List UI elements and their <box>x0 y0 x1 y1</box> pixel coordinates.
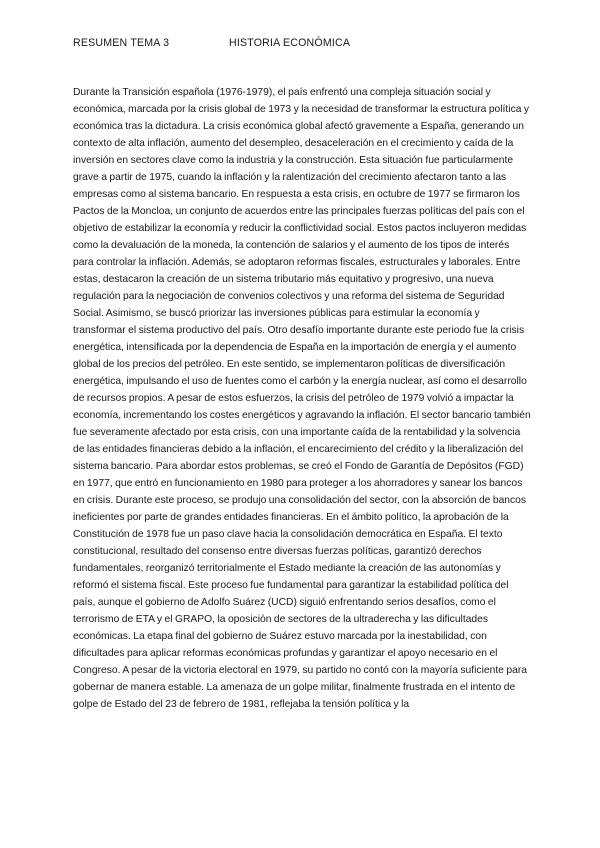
header-course-title: RESUMEN TEMA 3 <box>73 37 170 49</box>
page-header <box>73 37 533 53</box>
header-subject-title: HISTORIA ECONÓMICA <box>229 37 351 49</box>
body-paragraph: Durante la Transición española (1976-1979), el país enfrentó una compleja situación social y económica, marcada por la crisis global de 1973 y la necesidad de transformar la estructura política y económica tras la dictadura. La crisis económica global afectó gravemente a España, generando un contexto de alta inflación, aumento del desempleo, desaceleración en el crecimiento y caída de la inversión en sectores clave como la industria y la construcción. Esta situación fue particularmente grave a partir de 1975, cuando la inflación y la ralentización del crecimiento afectaron tanto a las empresas como al sistema bancario. En respuesta a esta crisis, en octubre de 1977 se firmaron los Pactos de la Moncloa, un conjunto de acuerdos entre las principales fuerzas políticas del país con el objetivo de estabilizar la economía y reducir la conflictividad social. Estos pactos incluyeron medidas como la devaluación de la moneda, la contención de salarios y el aumento de los tipos de interés para controlar la inflación. Además, se adoptaron reformas fiscales, estructurales y laborales. Entre estas, destacaron la creación de un sistema tributario más equitativo y progresivo, una nueva regulación para la negociación de convenios colectivos y una reforma del sistema de Seguridad Social. Asimismo, se buscó priorizar las inversiones públicas para estimular la economía y transformar el sistema productivo del país. Otro desafío importante durante este periodo fue la crisis energética, intensificada por la dependencia de España en la importación de energía y el aumento global de los precios del petróleo. En este sentido, se implementaron políticas de diversificación energética, impulsando el uso de fuentes como el carbón y la energía nuclear, así como el desarrollo de recursos propios. A pesar de estos esfuerzos, la crisis del petróleo de 1979 volvió a impactar la economía, incrementando los costes energéticos y agravando la inflación. El sector bancario también fue severamente afectado por esta crisis, con una importante caída de la rentabilidad y la solvencia de las entidades financieras debido a la inflación, el encarecimiento del crédito y la liberalización del sistema bancario. Para abordar estos problemas, se creó el Fondo de Garantía de Depósitos (FGD) en 1977, que entró en funcionamiento en 1980 para proteger a los ahorradores y sanear los bancos en crisis. Durante este proceso, se produjo una consolidación del sector, con la absorción de bancos ineficientes por parte de grandes entidades financieras. En el ámbito político, la aprobación de la Constitución de 1978 fue un paso clave hacia la consolidación democrática en España. El texto constitucional, resultado del consenso entre diversas fuerzas políticas, garantizó derechos fundamentales, reorganizó territorialmente el Estado mediante la creación de las autonomías y reformó el sistema fiscal. Este proceso fue fundamental para garantizar la estabilidad política del país, aunque el gobierno de Adolfo Suárez (UCD) siguió enfrentando serios desafíos, como el terrorismo de ETA y el GRAPO, la oposición de sectores de la ultraderecha y las dificultades económicas. La etapa final del gobierno de Suárez estuvo marcada por la inestabilidad, con dificultades para aplicar reformas económicas profundas y garantizar el apoyo necesario en el Congreso. A pesar de la victoria electoral en 1979, su partido no contó con la mayoría suficiente para gobernar de manera estable. La amenaza de un golpe militar, finalmente frustrada en el intento de golpe de Estado del 23 de febrero de 1981, reflejaba la tensión política y la <box>73 87 531 710</box>
